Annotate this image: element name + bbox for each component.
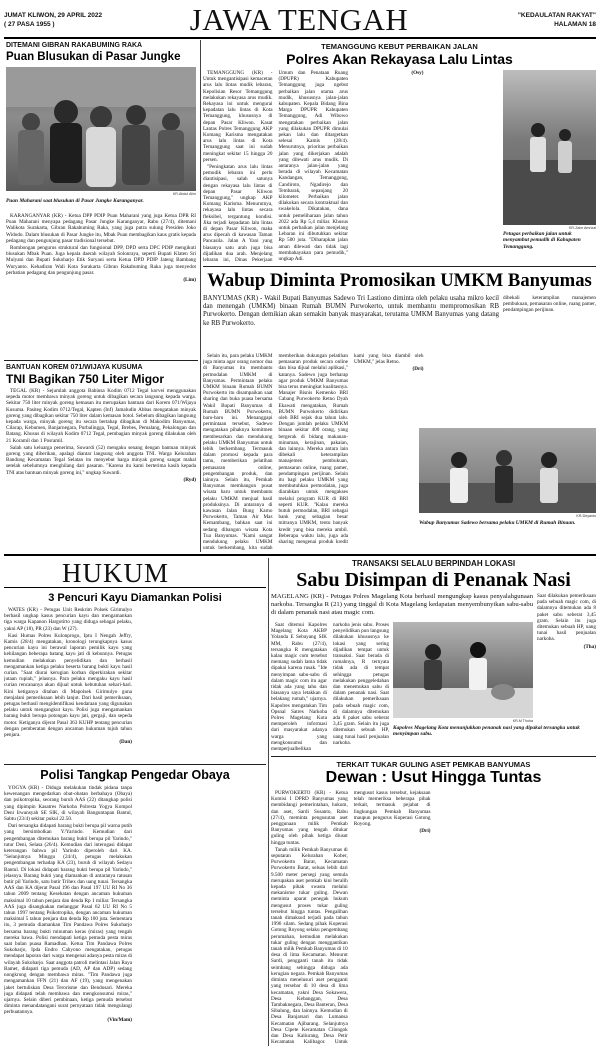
article-kicker: DITEMANI GIBRAN RAKABUMING RAKA <box>6 42 143 49</box>
article-body <box>271 622 389 754</box>
page-number: HALAMAN 18 <box>554 21 596 28</box>
article-kicker: BANTUAN KOREM 071/WIJAYA KUSUMA <box>6 364 143 371</box>
article-text: Kasi Humas Polres Kulonprogo, Iptu I Nengah Jeffry, Kamis (28/4) mengatakan, kronologi terungkapnya kasus pencurian kayu ini berawal laporan pemilik kayu yang kehilangan beberapa batang kayu jati di kebunnya. Petugas kemudian melakukan penyelidikan dan berhasil mengamankan ketiga pelaku beserta barang bukti kayu hasil curian. "Saat diurai kerugian korban diperkirakan sekitar jutaan rupiah," jelasnya. Para pelaku mengaku kayu hasil curian rencananya akan dijual untuk kebutuhan sehari-hari. Kini ketiganya ditahan di Mapolsek Girimulyo guna menjalani pemeriksaan lebih lanjut. Dari hasil pemeriksaan, petugas berhasil mengidentifikasi kendaraan yang digunakan pelaku untuk mengangkut kayu. Polisi juga mengamankan barang bukti berupa potongan kayu jati, gergaji, dan sepeda motor. Ketiganya dijerat Pasal 363 KUHP tentang pencurian dengan pemberatan dengan ancaman hukuman tujuh tahun penjara. <box>4 632 132 739</box>
photo-credit: KR-Driyanto <box>576 514 596 518</box>
photo-credit: KR-M Thoha <box>512 719 533 723</box>
article-lead: TEGAL (KR) - Sejumlah anggota Babinsa Kodim 0712 Tegal korvei menggunakan sepeda motor membawa minyak goreng untuk dibagikan secara langsung kepada warga. Sekitar 750 liter minyak goreng kemasan itu merupakan bantuan dari Korem 071/Wijaya Kusuma. Pasiteg Kodim 0712/Tegal, Kapten (Inf) Jamaludin Abbas mengatakan minyak goreng yang dibagikan sekitar 750 liter dalam kemasan botol. Sebelum dibagikan langsung kepada warga, minyak goreng itu secara bertahap dibagikan di Makodim Banyumas, Cilacap, Kebumen, Banjarnegara, Purbalingga, Tegal, Brebes, Pemalang, Pekalongan dan Batang. Khusus di wilayah Kodim 0712 Tegal, pembagian minyak goreng dilakukan oleh 21 Koramil dan 1 Posramil. <box>6 388 196 444</box>
press-conference-illustration <box>393 622 533 718</box>
article-signature: (Dri) <box>419 828 431 835</box>
article-signature: (Vin/Mam) <box>107 1016 132 1023</box>
article-sabu <box>271 558 596 754</box>
crowd-illustration <box>6 67 196 191</box>
column-rule <box>268 558 269 1046</box>
article-puan <box>4 40 198 360</box>
article-headline: Puan Blusukan di Pasar Jungke <box>6 51 181 63</box>
article-lead: TEMANGGUNG (KR) - Untuk mengantisipasi kemacetan arus lalu lintas mudik lebaran, Kepolisian Resor Temanggung melakukan rekayasa arus mudik. Rekayasa ini untuk mengurai kepadatan lalu lintas di Kota Temanggung, khususnya di depan Pasar Kliwon. Kasat Lantas Polres Temanggung AKP Komang Karisma mengatakan arus lalu lintas di Kota Temanggung saat ini sudah meningkat sekitar 15 hingga 20 persen. <box>203 70 273 163</box>
article-text: Salah satu keluarga penerima, Suwardi (52) mengaku senang dengan bantuan minyak goreng yang diberikan, apalagi diantar langsung oleh anggota TNI. Warga Kelurahan Bandung Kecamatan Tegal Selatan itu menyebut harga minyak goreng sangat mahal setelah sebelumnya menghilang dari pasaran. "Karena itu kami berterima kasih kepada TNI atas bantuan minyak goreng ini," ungkap Suwardi. <box>6 444 196 476</box>
article-text: "Peningkatan arus lalu lintas pemudik lebaran ini perlu diantisipasi, salah satunya dengan rekayasa lalu lintas di depan Pasar Kliwon Temanggung," ungkap AKP Komang Karisma. Menurutnya, rekayasa lalu lintas secara fleksibel, tergantung kondisi. Jika terjadi kepadatan lalu lintas di depan Pasar Kliwon, maka arus dipecah di kawasan Taman Pancasila. Jalan A Yani yang biasanya satu arah juga bisa dijadikan dua arah. Menjelang lebaran ini, Dinas Pekerjaan Umum dan Penataan Ruang (DPUPR) Kabupaten Temanggung juga ngebut perbaikan jalan utama arus mudik, khususnya jalan-jalan kabupaten. Kepala Bidang Bina Marga DPUPR Kabupaten Temanggung, Adi Wibowo mengatakan perbaikan jalan yang dilakukan DPUPR dimulai pekan lalu dan ditargetkan selesai Kamis (28/4). Menurutnya, prioritas perbaikan jalan yang dikerjakan adalah yang dilewati arus mudik. Di antaranya jalan-jalan yang berada di wilayah Kecamatan Kandangan, Temanggung, Candiroto, Ngadirejo dan Tembarak, sepanjang 20 kilometer. Perbaikan jalan dilakukan secara kontraktual dan swakelola. Dikatakan, dana untuk pemeliharaan jalan tahun 2022 ada Rp 5,4 miliar. Khusus untuk perbaikan jalan menjelang Lebaran ini dibutuhkan sekitar Rp 500 juta. "Diharapkan jalan aman dilewati dan tidak lagi membahayakan para pemudik," ungkap Adi. <box>203 70 348 264</box>
section-label: HUKUM <box>62 558 170 588</box>
article-body <box>4 785 266 1045</box>
article-headline: TNI Bagikan 750 Liter Migor <box>6 372 165 386</box>
photo-caption: Kapolres Magelang Kota menunjukkan penanak nasi yang dipakai tersangka untuk menyimpan sabu. <box>393 725 580 738</box>
article-body <box>4 607 266 762</box>
article-signature: (Tha) <box>583 643 596 650</box>
article-text-side: dibekali keterampilan manajemen pembukuan, pemasaran online, ruang pamer, pendampingan perijinan. <box>503 295 596 314</box>
photo-caption: Wabup Banyumas Sadewo bersama pelaku UMKM di Rumah Binaan. <box>419 520 576 526</box>
sabu-photo <box>393 622 533 718</box>
article-signature: (Dri) <box>412 366 424 373</box>
article-text-side: Saat dilakukan pemeriksaan pada sebuah magic com, di dalamnya ditemukan ada 8 paket sabu seberat 3,45 gram. Selain itu juga ditemukan sebuah HP, uang tunai hasil penjualan narkoba. <box>537 593 596 643</box>
section-title: JAWA TENGAH <box>189 2 409 36</box>
divider <box>4 764 266 765</box>
article-kicker: TERKAIT TUKAR GULING ASET PEMKAB BANYUMAS <box>336 760 531 769</box>
article-headline: 3 Pencuri Kayu Diamankan Polisi <box>48 592 222 604</box>
article-headline: Polisi Tangkap Pengedar Obaya <box>40 768 230 782</box>
article-signature: (Dan) <box>119 739 132 746</box>
article-signature: (Ryd) <box>183 476 196 483</box>
article-kicker: TEMANGGUNG KEBUT PERBAIKAN JALAN <box>321 42 478 51</box>
article-polres <box>203 40 596 265</box>
article-text: Selain itu, para pelaku UMKM juga minta agar orang nomor dua di Banyumas itu membantu permodalan UMKM di Banyumas. Permintaan pelaku UMKM binaan Rumah BUMN Purwokerto itu disampaikan saat sharing dan buka puasa bersama Wakil Bupati Banyumas di Rumah BUMN Purwokerto, baru-baru ini. Menanggapi permintaan tersebut, Sadewo mengatakan pihaknya komitmen membesarkan dan mendukung pelaku UMKM Banyumas untuk lebih berkembang. Termasuk dalam promosi kepada para tamu, memberikan pelatihan pemasaran online, pengembangan produk, dan lainnya. Selain itu, Pemkab Banyumas membangun pusat wisata baru untuk membantu pelaku UMKM menjual hasil produksinya. Di antaranya di kawasan Jalan Bung Karno Purwokerto, Taman Air Mas Kemambang, bahkan saat ini sedang dibangun wisata Kota Tua Banyumas. "Kami sangat mendukung pelaku UMKM untuk berkembang, kita sudah memberikan dukungan pelatihan pemasaran produk secara online dan bisa dijual melalui aplikasi," katanya. Sadewo juga berharap agar produk UMKM Banyumas bisa terus meningkat kualitasnya. Manajer Bisnis Kemenko BRI Cabang Purwokerto Retno Dyah Ekawati mengatakan, Rumah BUMN Purwokerto didirikan oleh BRI sejak dua tahun lalu. Dengan jumlah pelaku UMKM binaan sekitar 400 orang, yang bergerak di bidang makanan-minuman, kerajinan, pakaian, dan lainnya. Mereka antara lain dibekali keterampilan manajemen pembukuan, pemasaran online, ruang pamer, pendampingan perijinan. Selain itu bagi pelaku UMKM yang membutuhkan permodalan, juga diarahkan untuk mengakses melalui program KUR di BRI seperti KUR. "Kalau mereka butuh permodalan, BRI sebagai bank yang sebagian besar mitranya UMKM, tentu banyak kredit yang bisa mereka ambil. Beberapa waktu lalu, juga ada sharing mengenai produk kredit kami yang bisa diambil oleh UMKM," jelas Retno. <box>203 353 424 552</box>
article-lead: WATES (KR) - Petugas Unit Reskrim Polsek Girimulyo berhasil ungkap kasus pencurian kayu dan mengamankan tiga warga Kapanon Hargotirto yang diduga sebagai pelaku, yakni AP (18), PR (23) dan W (27). <box>4 607 132 632</box>
article-text: Dari tersangka didapati barang bukti berupa pil warna putih yang bersimbolkan Y/Yarindo. Kemudian dari pengembangan ditemukan barang bukti berupa pil Yarindo," tutur Deni, Selasa (26/4). Kemudian dari interogasi didapat keterangan bahwa pil Yarindo diperoleh dari KA. "Selanjutnya Minggu (24/4), petugas melakukan pengembangan terhadap KA (23), buruh di wilayah Sedayu Bantul. Di lokasi didapati barang bukti berupa pil Yarindo," jelasnya. Barang bukti yang diamankan di antaranya ratusan butir pil Yarindo, satu butir Trihex dan uang tunai. Tersangka AAS dan KA dijerat Pasal 196 dan Pasal 197 UU RI No 36 tahun 2009 tentang Kesehatan dengan ancaman hukuman maksimal 10 tahun penjara dan denda Rp 1 miliar. Tersangka AAS juga disangkakan melanggar Pasal 62 UU RI No 5 tahun 1997 tentang Psikotropika, dengan ancaman hukuman maksimal 5 tahun penjara dan denda Rp 100 juta. Sementara itu, 3 pemuda diamankan Tim Pandawa Polres Sukoharjo bersama barang bukti minuman keras (miras) yang tengah mereka bawa. Polisi mendapati ketiga pemuda pesta miras saat bulan puasa Ramadhan. Ketua Tim Pandawa Polres Sukoharjo, Ipda Endro Cahyono mengatakan, petugas mendapat laporan dari warga mengenai adanya pesta miras di wilayah Sukoharjo. Saat anggota patroli melintasi Jalan Raya Bamet, didapati tiga pemuda (AD, AP dan ADP) sedang nongkrong dengan membawa miras. "Tim Pandawa juga mengamankan FFN (21) dan AF (19), yang mengenakan jaket bertuliskan Desa Terorisme dan Bendosari. Mereka juga didapati telah membawa dan mengkonsumsi miras," ujarnya. Selain diberi pembinaan, ketiga pemuda tersebut diminta menandatangani surat pernyataan tidak mengulangi perbuatannya. <box>4 823 132 1016</box>
article-kicker: TRANSAKSI SELALU BERPINDAH LOKASI <box>351 559 516 568</box>
article-body <box>6 213 196 358</box>
article-text: Tanah milik Pemkab Banyumas di seputaran Kelurahan Kober, Purwokerto Barat, Kecamatan Purwokerto Barat, seluas lebih dari 9.500 meter persegi yang semula merupakan aset pemkab kini beralih kepada pihak swasta melalui mekanisme tukar guling. Dewan meminta aparat penegak hukum mengusut proses tukar guling tersebut hingga tuntas. Pengalihan tanah dimaksud terjadi pada tahun 1996 silam. Sedang pihak Koperasi Gotong Royong selaku pengembang perumahan, kemudian melakukan tukar guling dengan menggantikan tanah milik Pemkab Banyumas di 10 desa di lima Kecamatan. Menurut Sardi, pengganti tanah itu tidak seimbang sehingga diduga ada kerugian negara. Pemkab Banyumas diminta menelusuri aset pengganti yang tersebar di 10 desa di lima kecamatan, yakni Desa Sokawera, Desa Kebanggan, Desa Tambaknegara, Desa Banteran, Desa Sibalung, dan lainnya. Kemudian di Desa Banjarsari dan Lumansa Kecamatan Ajibarang. Selanjutnya Desa Cipete Kecamatan Cilongok dan Desa Kaliurang, Desa Petir Kecamatan Kalibagor. Untuk mengusut kasus tersebut, kejaksaan telah memeriksa beberapa pihak terkait, termasuk pejabat di lingkungan Pemkab Banyumas maupun pengurus Koperasi Gotong Royong. <box>271 790 431 1046</box>
article-headline: Dewan : Usut Hingga Tuntas <box>325 769 542 786</box>
divider <box>203 266 596 267</box>
masthead-rule <box>4 37 596 39</box>
article-wabup <box>203 268 596 552</box>
article-body <box>271 790 596 1046</box>
article-pencuri <box>4 590 266 762</box>
article-lead: KARANGANYAR (KR) - Ketua DPP PDIP Puan Maharani yang juga Ketua DPR RI Puan Maharani menyapa pedagang Pasar Jungke Karanganyar, Rabu (27/4), ditemani Walikota Surakarta, Gibran Rakabuming Raka, yang juga putra sulung Presiden Joko Widodo. Dalam blusukan di Pasar Jungke itu, Mbak Puan membagikan kaus gratis kepada pedagang dan pengunjung pasar tradisional tersebut. <box>6 213 196 244</box>
article-lead: MAGELANG (KR) - Petugas Polres Magelang Kota berhasil mengungkap kasus penyalahgunaan narkoba. Tersangka R (21) yang tinggal di Kota Magelang kedapatan menyembunyikan sabu-sabu di dalam penanak nasi atau magic com. <box>271 593 533 616</box>
puan-photo <box>6 67 196 191</box>
article-text: Saat ditemui Kapolres Magelang Kota AKBP Yolanda E Sebayang SIK MM, Rabu (27/4), tersangka R mengatakan kalau magic com tersebut memang sudah lama tidak dipakai karena rusak. "Ide menyimpan sabu-sabu di dalam magic com itu agar tidak ada yang tahu dan biasanya saya letakkan di belakang rumah," ujarnya. Kapolres mengatakan Tim Opsnal Satres Narkoba Polres Magelang Kota memperoleh informasi dari masyarakat adanya warga yang mengkonsumsi dan memperjualbelikan narkoba jenis sabu. Proses penyelidikan pun langsung dilakukan khususnya ke lokasi yang sering dijadikan tempat untuk transaksi. Saat berada di rumahnya, R ternyata tidak ada di tempat sehingga petugas melakukan penggeledahan dan menemukan sabu di dalam penanak nasi. Saat dilakukan pemeriksaan pada sebuah magic com, di dalamnya ditemukan ada 8 paket sabu seberat 3,45 gram. Selain itu juga ditemukan sebuah HP, uang tunai hasil penjualan narkoba. <box>271 622 389 753</box>
article-lead: PURWOKERTO (KR) - Ketua Komisi I DPRD Banyumas yang membidangi pemerintahan, hukum, dan aset, Sardi Susanto, Rabu (27/4), meminta pengusutan aset penggunaan milik Pemkab Banyumas yang tengah ditukar guling oleh pihak ketiga diusut hingga tuntas. <box>271 790 348 846</box>
article-body-side <box>503 295 596 450</box>
article-dewan <box>271 758 596 1046</box>
roadwork-illustration <box>503 70 596 225</box>
article-lead: YOGYA (KR) - Diduga melakukan tindak pidana tanpa kewenangan mengedarkan obat-obatan berbahaya (Obaya) dan psikotropika, seorang buruh AAS (22) ditangkap polisi yang dipimpin Kasatres Narkoba Polresta Yogya Kompol Deni Irwansyah SE SIK, di wilayah Banguntapan Bantul, Sabtu (23/4) sekitar pukul 22.50. <box>4 785 132 823</box>
article-text: Rombongan pengurus struktural dan fungsional DPP, DPD serta DPC PDIP mengikuti blusukan Mbak Puan. Juga kepala daerah wilayah Solonraya, seperti Bupati Klaten Sri Mulyani dan Bupati Sukoharjo Etik Suryani serta Ketua DPD PDIP Jateng Bambang Wuryanto. Kehadiran Wali Kota Surakarta Gibran Rakabuming Raka juga menyedot perhatian pedagang dan pengunjung pasar. <box>6 245 196 276</box>
divider <box>4 360 198 361</box>
photo-caption: Petugas perbaikan jalan untuk menyambut pemudik di Kabupaten Temanggung. <box>503 231 581 250</box>
slogan: "KEDAULATAN RAKYAT" <box>517 12 596 19</box>
photo-credit: KR-Abdul Alim <box>172 192 196 196</box>
divider <box>271 756 596 757</box>
photo-caption: Puan Maharani saat blusukan di Pasar Jungke Karanganyar. <box>6 198 144 204</box>
article-headline: Wabup Diminta Promosikan UMKM Banyumas <box>207 270 592 291</box>
article-obaya <box>4 766 266 1046</box>
umkm-photo <box>419 428 596 513</box>
article-tni <box>4 362 198 552</box>
article-headline: Polres Akan Rekayasa Lalu Lintas <box>286 51 513 67</box>
roadwork-photo <box>503 70 596 225</box>
article-body <box>203 70 499 265</box>
photo-credit: KR-Zaim Amrizal <box>569 226 596 230</box>
column-rule <box>200 40 201 552</box>
article-body <box>6 388 196 548</box>
article-signature: (Osy) <box>411 70 424 76</box>
article-signature: (Lim) <box>183 277 196 284</box>
hukum-banner <box>4 558 266 588</box>
umkm-illustration <box>419 428 596 513</box>
issue-pasa: ( 27 PASA 1955 ) <box>4 21 55 28</box>
issue-date: JUMAT KLIWON, 29 APRIL 2022 <box>4 12 103 19</box>
article-lead: BANYUMAS (KR) - Wakil Bupati Banyumas Sadewo Tri Lastiono diminta oleh pelaku usaha mikro kecil dan menengah (UMKM) binaan Rumah BUMN Purwokerto, untuk membantu mempromosikan RB Purwokerto. Dengan demikian akan semakin banyak masyarakat, terutama UMKM Banyumas yang datang ke RB Purwokerto. <box>203 295 499 327</box>
article-headline: Sabu Disimpan di Penanak Nasi <box>296 569 571 591</box>
section-divider <box>4 554 596 556</box>
masthead <box>4 2 596 36</box>
